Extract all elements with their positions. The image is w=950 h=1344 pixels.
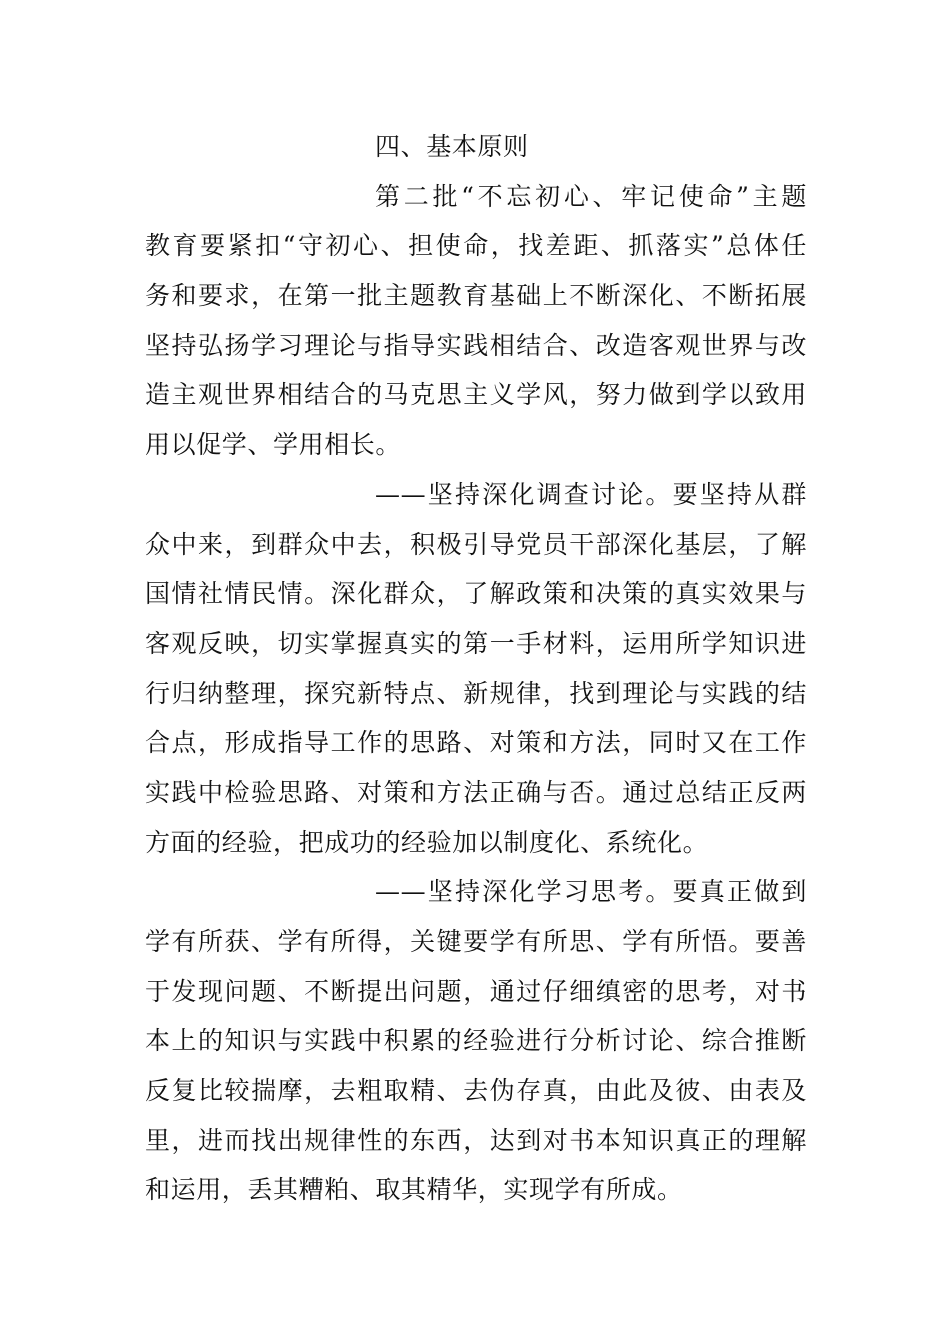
section-heading: 四、基本原则 — [375, 132, 529, 161]
paragraph-line: 学有所获、学有所得，关键要学有所思、学有所悟。要善 — [145, 927, 807, 956]
paragraph-line: 实践中检验思路、对策和方法正确与否。通过总结正反两 — [145, 777, 807, 807]
paragraph-line: 于发现问题、不断提出问题，通过仔细缜密的思考，对书 — [145, 976, 807, 1006]
paragraph-line: 本上的知识与实践中积累的经验进行分析讨论、综合推断 — [145, 1026, 807, 1056]
paragraph-line: 国情社情民情。深化群众，了解政策和决策的真实效果与 — [145, 579, 807, 609]
paragraph-line: 务和要求，在第一批主题教育基础上不断深化、不断拓展 — [145, 281, 807, 311]
paragraph-principles-intro — [145, 172, 807, 470]
paragraph-line: 行归纳整理，探究新特点、新规律，找到理论与实践的结 — [145, 678, 807, 708]
paragraph-line: 方面的经验，把成功的经验加以制度化、系统化。 — [145, 827, 709, 857]
paragraph-line: 造主观世界相结合的马克思主义学风，努力做到学以致用 — [145, 380, 807, 410]
paragraph-line: 客观反映，切实掌握真实的第一手材料，运用所学知识进 — [145, 628, 807, 658]
paragraph-line: 合点，形成指导工作的思路、对策和方法，同时又在工作 — [145, 728, 807, 758]
paragraph-line: 坚持弘扬学习理论与指导实践相结合、改造客观世界与改 — [145, 330, 807, 360]
paragraph-line: 里，进而找出规律性的东西，达到对书本知识真正的理解 — [145, 1125, 807, 1155]
document-body — [145, 122, 807, 1215]
paragraph-line: 第二批“不忘初心、牢记使命”主题 — [375, 181, 807, 211]
paragraph-line: ——坚持深化调查讨论。要坚持从群 — [375, 479, 807, 509]
paragraph-study-thinking — [145, 867, 807, 1215]
paragraph-investigation — [145, 470, 807, 868]
paragraph-line: ——坚持深化学习思考。要真正做到 — [375, 877, 807, 907]
paragraph-line: 众中来，到群众中去，积极引导党员干部深化基层，了解 — [145, 529, 807, 559]
paragraph-line: 反复比较揣摩，去粗取精、去伪存真，由此及彼、由表及 — [145, 1076, 807, 1106]
paragraph-line: 用以促学、学用相长。 — [145, 430, 402, 460]
paragraph-line: 教育要紧扣“守初心、担使命，找差距、抓落实”总体任 — [145, 231, 807, 261]
paragraph-line: 和运用，丢其糟粕、取其精华，实现学有所成。 — [145, 1175, 683, 1205]
